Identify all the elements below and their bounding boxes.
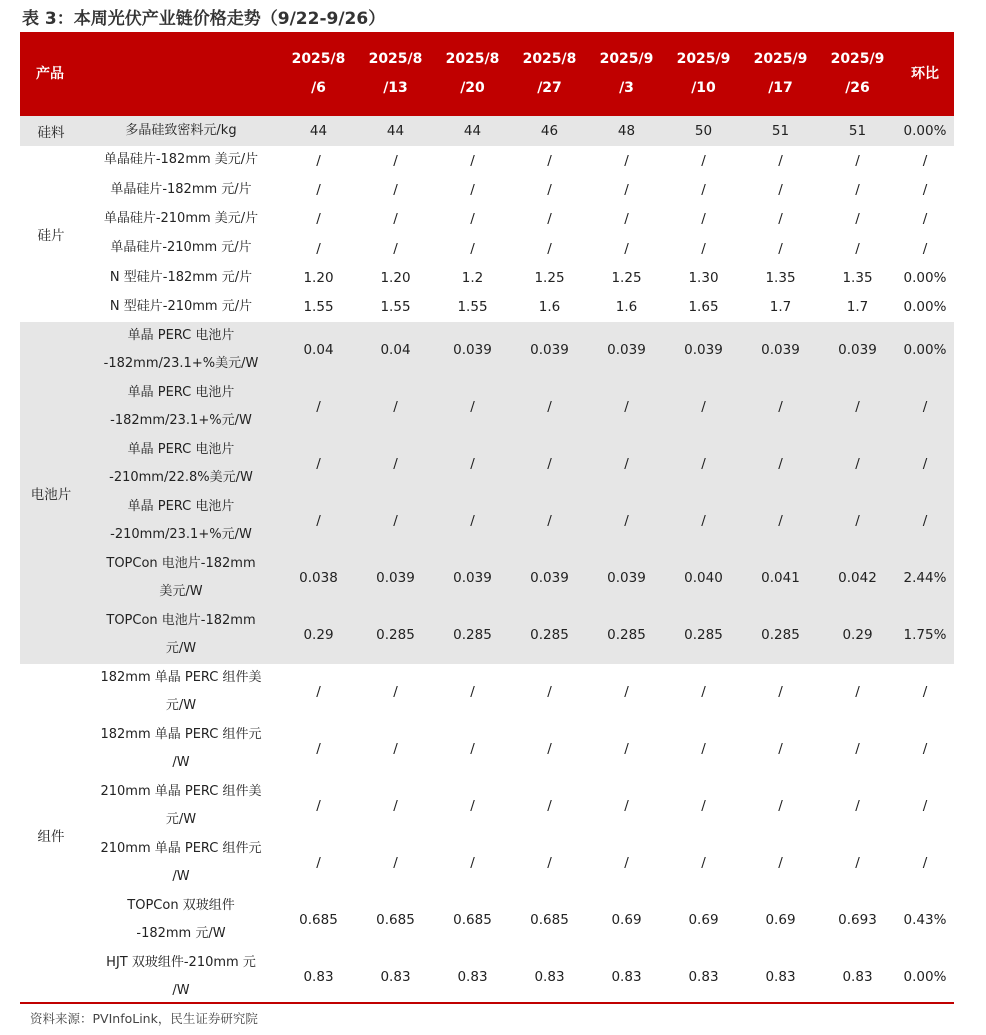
- price-cell: /: [511, 379, 588, 436]
- product-line: 210mm 单晶 PERC 组件美: [100, 783, 262, 799]
- price-cell: /: [511, 436, 588, 493]
- price-cell: /: [434, 379, 511, 436]
- price-cell: /: [434, 493, 511, 550]
- change-cell: 0.00%: [896, 322, 954, 379]
- price-cell: 0.285: [742, 607, 819, 664]
- price-cell: 0.039: [434, 322, 511, 379]
- header-product: 产品: [20, 32, 280, 116]
- price-cell: /: [624, 741, 629, 758]
- price-cell: 0.285: [511, 607, 588, 664]
- price-cell: 0.83: [457, 969, 488, 986]
- product-cell: [82, 322, 280, 379]
- price-cell: /: [624, 684, 629, 701]
- price-cell: /: [316, 152, 321, 169]
- price-cell: /: [588, 436, 665, 493]
- header-date: [742, 32, 819, 116]
- header-date: [819, 32, 896, 116]
- price-cell: 0.285: [357, 607, 434, 664]
- table-row: [20, 778, 954, 835]
- price-cell: /: [855, 741, 860, 758]
- header-date: [511, 32, 588, 116]
- price-cell: /: [547, 684, 552, 701]
- header-date: [588, 32, 665, 116]
- price-cell: /: [393, 798, 398, 815]
- change-cell: /: [922, 181, 928, 198]
- price-cell: /: [547, 855, 552, 872]
- product-cell: [82, 664, 280, 721]
- price-cell: 0.83: [688, 969, 719, 986]
- price-cell: 0.83: [303, 969, 334, 986]
- product-cell: [82, 234, 280, 263]
- product-line: TOPCon 电池片-182mm: [106, 612, 256, 628]
- price-cell: 0.04: [280, 322, 357, 379]
- price-cell: /: [588, 379, 665, 436]
- price-cell: 0.685: [376, 912, 415, 929]
- change-cell: /: [922, 152, 928, 169]
- price-cell: /: [547, 798, 552, 815]
- price-cell: 1.20: [303, 269, 334, 286]
- header-date-line: 2025/8: [291, 51, 346, 67]
- price-cell: 0.039: [665, 322, 742, 379]
- price-cell: 0.285: [434, 607, 511, 664]
- price-cell: /: [742, 493, 819, 550]
- price-cell: 0.69: [611, 912, 642, 929]
- header-date-line: /27: [537, 80, 562, 96]
- product-line: -182mm 元/W: [136, 926, 226, 942]
- table-row: [20, 205, 954, 234]
- price-cell: 0.041: [742, 550, 819, 607]
- category-cell: 硅片: [37, 227, 65, 244]
- price-cell: 1.65: [688, 299, 719, 316]
- price-cell: /: [701, 855, 706, 872]
- price-cell: /: [393, 181, 398, 198]
- price-cell: /: [316, 741, 321, 758]
- price-cell: 50: [665, 116, 742, 146]
- product-cell: [82, 892, 280, 949]
- product-line: -182mm/23.1+%美元/W: [103, 356, 259, 372]
- price-cell: /: [855, 798, 860, 815]
- price-cell: 44: [280, 116, 357, 146]
- price-cell: /: [855, 240, 860, 257]
- price-cell: /: [470, 152, 475, 169]
- price-cell: /: [742, 379, 819, 436]
- price-cell: /: [742, 436, 819, 493]
- product-line: 182mm 单晶 PERC 组件美: [100, 669, 262, 685]
- header-date: [280, 32, 357, 116]
- header-date-line: 2025/8: [522, 51, 577, 67]
- price-cell: /: [470, 798, 475, 815]
- table-row: [20, 892, 954, 949]
- price-cell: 0.69: [688, 912, 719, 929]
- product-line: 单晶硅片-210mm 美元/片: [103, 210, 259, 226]
- table-row: [20, 116, 954, 146]
- price-cell: /: [778, 181, 783, 198]
- price-cell: 1.20: [380, 269, 411, 286]
- table-row: [20, 292, 954, 321]
- source-note: 资料来源：PVInfoLink，民生证券研究院: [30, 1011, 258, 1026]
- price-cell: /: [280, 436, 357, 493]
- change-cell: /: [922, 240, 928, 257]
- product-line: 单晶硅片-182mm 元/片: [110, 181, 252, 197]
- table-row: [20, 146, 954, 175]
- price-cell: /: [624, 211, 629, 228]
- price-cell: 1.35: [842, 269, 873, 286]
- bottom-rule: [20, 1002, 954, 1004]
- price-cell: /: [280, 379, 357, 436]
- price-cell: /: [511, 493, 588, 550]
- category-cell: 硅料: [20, 116, 82, 146]
- price-cell: 0.685: [299, 912, 338, 929]
- price-cell: 0.040: [665, 550, 742, 607]
- product-line: 多晶硅致密料元/kg: [125, 122, 237, 138]
- product-cell: [82, 175, 280, 204]
- price-cell: /: [624, 181, 629, 198]
- change-cell: /: [922, 684, 928, 701]
- price-cell: 0.039: [434, 550, 511, 607]
- price-cell: 1.30: [688, 269, 719, 286]
- table-row: [20, 550, 954, 607]
- price-cell: /: [393, 240, 398, 257]
- header-date: [665, 32, 742, 116]
- price-cell: /: [701, 798, 706, 815]
- table-row: [20, 322, 954, 379]
- price-cell: /: [665, 493, 742, 550]
- price-cell: /: [357, 493, 434, 550]
- product-line: 单晶 PERC 电池片: [127, 327, 235, 343]
- product-cell: [82, 550, 280, 607]
- price-cell: /: [316, 798, 321, 815]
- price-cell: /: [701, 211, 706, 228]
- price-cell: /: [547, 240, 552, 257]
- header-date-line: /26: [845, 80, 870, 96]
- price-cell: 0.285: [588, 607, 665, 664]
- price-cell: 44: [434, 116, 511, 146]
- price-cell: 0.038: [280, 550, 357, 607]
- product-line: 元/W: [165, 812, 197, 828]
- price-cell: /: [470, 855, 475, 872]
- table-row: [20, 436, 954, 493]
- price-cell: /: [316, 855, 321, 872]
- product-line: 182mm 单晶 PERC 组件元: [100, 726, 262, 742]
- price-cell: /: [855, 211, 860, 228]
- price-cell: 0.685: [530, 912, 569, 929]
- product-cell: [82, 436, 280, 493]
- price-cell: 46: [511, 116, 588, 146]
- price-cell: 0.04: [357, 322, 434, 379]
- product-cell: [82, 205, 280, 234]
- price-cell: /: [855, 684, 860, 701]
- product-line: /W: [172, 983, 190, 999]
- price-cell: /: [393, 855, 398, 872]
- price-cell: /: [470, 741, 475, 758]
- table-row: [20, 664, 954, 721]
- price-cell: /: [547, 181, 552, 198]
- product-line: 单晶 PERC 电池片: [127, 441, 235, 457]
- table-title: 表 3：本周光伏产业链价格走势（9/22-9/26）: [22, 9, 386, 29]
- product-line: TOPCon 电池片-182mm: [106, 555, 256, 571]
- price-cell: /: [316, 240, 321, 257]
- price-cell: /: [855, 181, 860, 198]
- product-line: -210mm/22.8%美元/W: [109, 470, 253, 486]
- price-cell: /: [624, 855, 629, 872]
- price-cell: 0.693: [838, 912, 877, 929]
- change-cell: 0.00%: [903, 269, 947, 286]
- price-cell: 1.25: [611, 269, 642, 286]
- header-date-line: 2025/9: [599, 51, 654, 67]
- product-line: /W: [172, 869, 190, 885]
- change-cell: 0.00%: [903, 299, 947, 316]
- price-cell: 0.039: [511, 322, 588, 379]
- price-cell: /: [701, 684, 706, 701]
- price-cell: 0.83: [765, 969, 796, 986]
- price-cell: /: [357, 379, 434, 436]
- price-cell: 0.039: [588, 322, 665, 379]
- price-cell: /: [547, 741, 552, 758]
- change-cell: /: [922, 211, 928, 228]
- price-cell: /: [701, 240, 706, 257]
- product-cell: [82, 146, 280, 175]
- product-line: N 型硅片-182mm 元/片: [109, 269, 253, 285]
- header-date-line: 2025/9: [830, 51, 885, 67]
- table-row: [20, 175, 954, 204]
- price-cell: /: [357, 436, 434, 493]
- header-date-line: 2025/8: [368, 51, 423, 67]
- header-change: 环比: [896, 32, 954, 116]
- price-cell: /: [701, 152, 706, 169]
- category-cell: 组件: [37, 828, 65, 845]
- price-cell: /: [393, 741, 398, 758]
- price-cell: 0.685: [453, 912, 492, 929]
- price-cell: 1.7: [769, 299, 792, 316]
- price-cell: /: [547, 211, 552, 228]
- product-line: HJT 双玻组件-210mm 元: [106, 954, 256, 970]
- price-cell: 0.29: [280, 607, 357, 664]
- price-cell: /: [393, 684, 398, 701]
- price-cell: 0.039: [819, 322, 896, 379]
- price-cell: /: [778, 741, 783, 758]
- price-cell: /: [316, 684, 321, 701]
- product-cell: [82, 292, 280, 321]
- table-row: [20, 835, 954, 892]
- product-cell: [82, 949, 280, 1006]
- change-cell: 1.75%: [896, 607, 954, 664]
- change-cell: 0.00%: [903, 969, 947, 986]
- price-cell: 1.25: [534, 269, 565, 286]
- price-cell: 0.83: [534, 969, 565, 986]
- header-date-line: /3: [619, 80, 634, 96]
- price-cell: /: [778, 855, 783, 872]
- price-cell: /: [316, 181, 321, 198]
- price-cell: /: [624, 240, 629, 257]
- header-date-line: /6: [311, 80, 326, 96]
- price-cell: /: [393, 152, 398, 169]
- change-cell: /: [922, 855, 928, 872]
- product-line: TOPCon 双玻组件: [127, 897, 235, 913]
- header-date-line: 2025/9: [676, 51, 731, 67]
- price-cell: 1.6: [538, 299, 561, 316]
- price-cell: 0.039: [511, 550, 588, 607]
- change-cell: 2.44%: [896, 550, 954, 607]
- header-date-line: 2025/8: [445, 51, 500, 67]
- header-date-line: /20: [460, 80, 485, 96]
- header-date: [357, 32, 434, 116]
- price-cell: /: [547, 152, 552, 169]
- price-cell: /: [393, 211, 398, 228]
- price-cell: /: [624, 798, 629, 815]
- price-cell: 1.2: [461, 269, 484, 286]
- change-cell: /: [896, 493, 954, 550]
- table-row: [20, 607, 954, 664]
- price-cell: /: [470, 211, 475, 228]
- change-cell: /: [922, 741, 928, 758]
- price-cell: 1.55: [457, 299, 488, 316]
- price-cell: 0.039: [742, 322, 819, 379]
- product-line: 美元/W: [159, 584, 203, 600]
- price-cell: /: [819, 379, 896, 436]
- price-cell: /: [855, 152, 860, 169]
- price-cell: 1.35: [765, 269, 796, 286]
- price-cell: /: [470, 684, 475, 701]
- price-cell: 44: [357, 116, 434, 146]
- product-line: 元/W: [165, 641, 197, 657]
- product-cell: [82, 493, 280, 550]
- price-cell: 1.6: [615, 299, 638, 316]
- price-cell: /: [280, 493, 357, 550]
- product-line: 单晶 PERC 电池片: [127, 498, 235, 514]
- price-cell: /: [855, 855, 860, 872]
- price-table: [20, 32, 954, 1006]
- price-cell: 0.285: [665, 607, 742, 664]
- price-cell: /: [665, 436, 742, 493]
- price-cell: /: [701, 741, 706, 758]
- price-cell: /: [624, 152, 629, 169]
- product-line: 元/W: [165, 698, 197, 714]
- product-cell: [82, 721, 280, 778]
- product-line: N 型硅片-210mm 元/片: [109, 298, 253, 314]
- product-line: -210mm/23.1+%元/W: [110, 527, 252, 543]
- product-line: 单晶硅片-210mm 元/片: [110, 240, 252, 256]
- change-cell: /: [922, 798, 928, 815]
- header-date-line: /10: [691, 80, 716, 96]
- price-cell: 1.55: [380, 299, 411, 316]
- price-cell: /: [778, 211, 783, 228]
- product-cell: [82, 116, 280, 146]
- product-cell: [82, 263, 280, 292]
- table-row: [20, 721, 954, 778]
- price-cell: 0.039: [357, 550, 434, 607]
- header-date: [434, 32, 511, 116]
- price-cell: 0.83: [380, 969, 411, 986]
- product-cell: [82, 778, 280, 835]
- change-cell: 0.43%: [903, 912, 947, 929]
- price-cell: 51: [819, 116, 896, 146]
- price-cell: /: [819, 493, 896, 550]
- price-cell: 0.039: [588, 550, 665, 607]
- price-cell: 0.042: [819, 550, 896, 607]
- price-cell: /: [665, 379, 742, 436]
- price-cell: /: [778, 152, 783, 169]
- header-date-line: /13: [383, 80, 408, 96]
- price-cell: /: [778, 240, 783, 257]
- price-cell: /: [819, 436, 896, 493]
- change-cell: /: [896, 379, 954, 436]
- price-cell: 0.83: [611, 969, 642, 986]
- price-cell: 0.83: [842, 969, 873, 986]
- table-row: [20, 263, 954, 292]
- price-cell: 0.29: [819, 607, 896, 664]
- product-line: /W: [172, 755, 190, 771]
- header-date-line: /17: [768, 80, 793, 96]
- price-cell: /: [316, 211, 321, 228]
- table-row: [20, 379, 954, 436]
- product-line: 单晶 PERC 电池片: [127, 384, 235, 400]
- product-line: 单晶硅片-182mm 美元/片: [103, 152, 259, 168]
- price-cell: /: [434, 436, 511, 493]
- price-cell: /: [701, 181, 706, 198]
- price-cell: /: [778, 684, 783, 701]
- table-row: [20, 493, 954, 550]
- price-cell: 48: [588, 116, 665, 146]
- price-cell: /: [588, 493, 665, 550]
- price-cell: 1.55: [303, 299, 334, 316]
- change-cell: /: [896, 436, 954, 493]
- price-cell: 0.69: [765, 912, 796, 929]
- product-cell: [82, 835, 280, 892]
- price-cell: 51: [742, 116, 819, 146]
- category-cell: 电池片: [20, 322, 82, 664]
- change-cell: 0.00%: [896, 116, 954, 146]
- product-cell: [82, 607, 280, 664]
- price-cell: 1.7: [846, 299, 869, 316]
- header-date-line: 2025/9: [753, 51, 808, 67]
- table-row: [20, 234, 954, 263]
- price-cell: /: [470, 181, 475, 198]
- product-line: 210mm 单晶 PERC 组件元: [100, 840, 262, 856]
- price-cell: /: [470, 240, 475, 257]
- table-row: [20, 949, 954, 1006]
- product-cell: [82, 379, 280, 436]
- price-cell: /: [778, 798, 783, 815]
- product-line: -182mm/23.1+%元/W: [110, 413, 252, 429]
- header-row: [20, 32, 954, 116]
